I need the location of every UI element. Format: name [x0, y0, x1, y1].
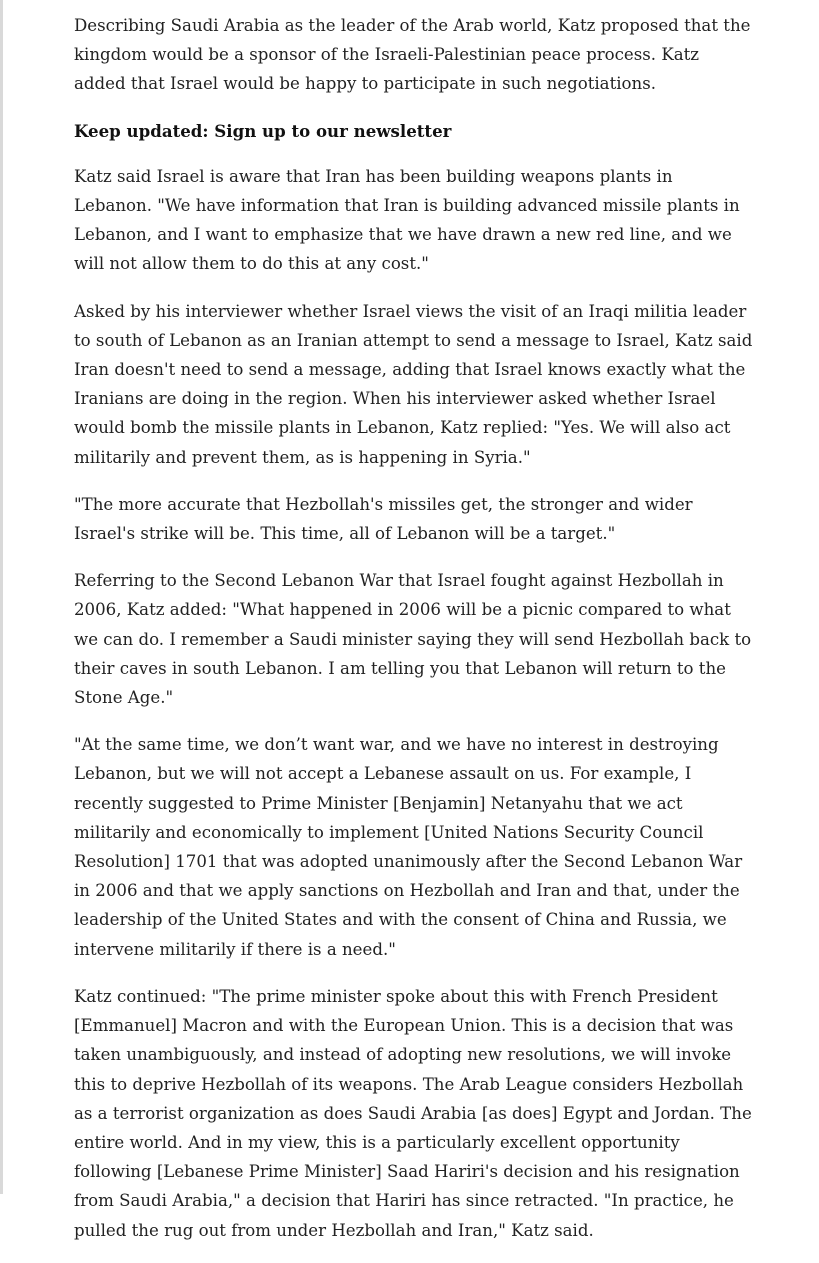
article-paragraph: Katz said Israel is aware that Iran has been building weapons plants in Lebanon. "We have information that Iran is building advanced missile plants in Lebanon, and I want to emphasize that we have drawn a new red line, and we will not allow them to do this at any cost."	[74, 166, 740, 274]
article-paragraph: Katz continued: "The prime minister spoke about this with French President [Emmanuel] Macron and with the European Union. This is a decision that was taken unambiguously, and instead of adopting new resolutions, we will invoke this to deprive Hezbollah of its weapons. The Arab League considers Hezbollah as a terrorist organization as does Saudi Arabia [as does] Egypt and Jordan. The entire world. And in my view, this is a particularly excellent opportunity following [Lebanese Prime Minister] Saad Hariri's decision and his resignation from Saudi Arabia," a decision that Hariri has since retracted. "In practice, he pulled the rug out from under Hezbollah and Iran," Katz said.	[74, 986, 752, 1240]
article-paragraph: "The more accurate that Hezbollah's missiles get, the stronger and wider Israel's strike will be. This time, all of Lebanon will be a target."	[74, 494, 693, 544]
article-paragraph: "At the same time, we don’t want war, and we have no interest in destroying Lebanon, but we will not accept a Lebanese assault on us. For example, I recently suggested to Prime Minister [Benjamin] Netanyahu that we act militarily and economically to implement [United Nations Security Council Resolution] 1701 that was adopted unanimously after the Second Lebanon War in 2006 and that we apply sanctions on Hezbollah and Iran and that, under the leadership of the United States and with the consent of China and Russia, we intervene militarily if there is a need."	[74, 735, 743, 959]
article-paragraph: Referring to the Second Lebanon War that Israel fought against Hezbollah in 2006, Katz added: "What happened in 2006 will be a picnic compared to what we can do. I remember a Saudi minister saying they will send Hezbollah back to their caves in south Lebanon. I am telling you that Lebanon will return to the Stone Age."	[74, 571, 752, 708]
page-left-border	[0, 0, 3, 1194]
article-paragraph: Asked by his interviewer whether Israel views the visit of an Iraqi militia leader to south of Lebanon as an Iranian attempt to send a message to Israel, Katz said Iran doesn't need to send a message, adding that Israel knows exactly what the Iranians are doing in the region. When his interviewer asked whether Israel would bomb the missile plants in Lebanon, Katz replied: "Yes. We will also act militarily and prevent them, as is happening in Syria."	[74, 301, 753, 467]
article-paragraph: Describing Saudi Arabia as the leader of the Arab world, Katz proposed that the kingdom would be a sponsor of the Israeli-Palestinian peace process. Katz added that Israel would be happy to participate in such negotiations.	[74, 16, 751, 94]
newsletter-signup-link[interactable]: Keep updated: Sign up to our newsletter	[74, 120, 452, 141]
article-body	[74, 11, 754, 1263]
